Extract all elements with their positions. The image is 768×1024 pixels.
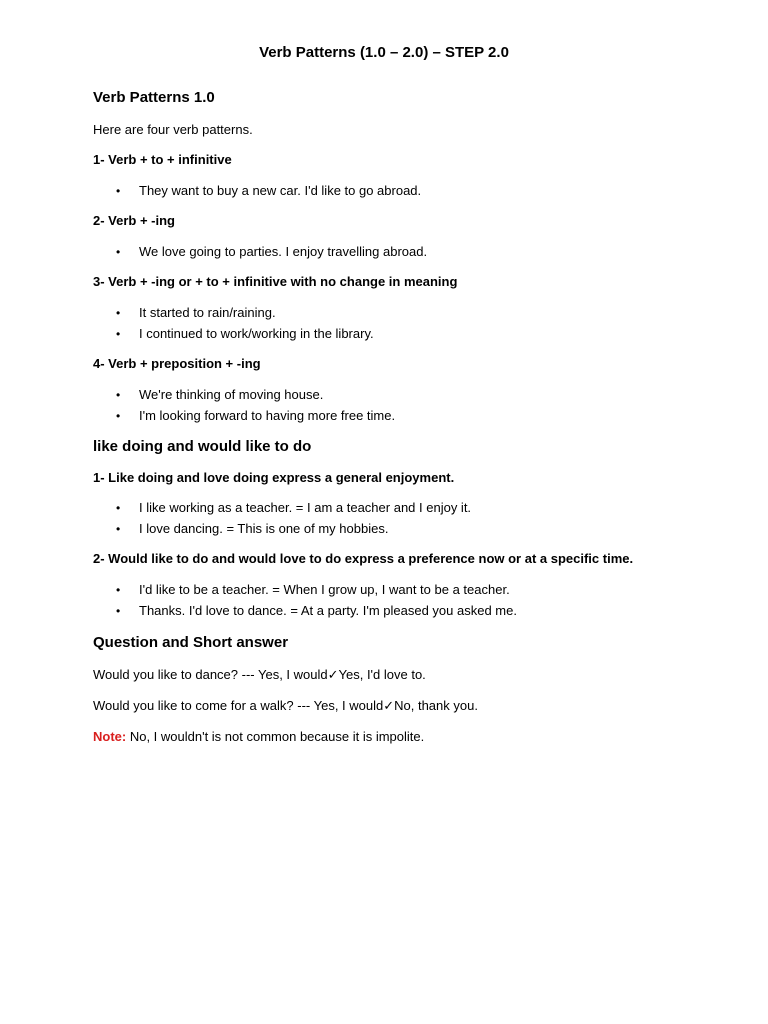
pattern-label: 3- Verb + -ing or + to + infinitive with no change in meaning <box>93 274 458 289</box>
pattern-label: 1- Verb + to + infinitive <box>93 152 232 167</box>
bullet-icon: • <box>116 583 121 597</box>
bullet-icon: • <box>116 501 121 515</box>
bullet-icon: • <box>116 184 121 198</box>
qa-line: Would you like to dance? --- Yes, I would✓Yes, I'd love to. <box>93 667 426 682</box>
pattern-label: 2- Verb + -ing <box>93 213 175 228</box>
section-intro: Here are four verb patterns. <box>93 122 253 137</box>
section-heading-verb-patterns: Verb Patterns 1.0 <box>93 89 215 106</box>
bullet-icon: • <box>116 306 121 320</box>
bullet-icon: • <box>116 327 121 341</box>
example-item: I'd like to be a teacher. = When I grow up, I want to be a teacher. <box>139 582 510 597</box>
section-heading-question-short-answer: Question and Short answer <box>93 634 289 651</box>
example-item: I'm looking forward to having more free time. <box>139 408 396 423</box>
note-label: Note: <box>93 729 127 744</box>
bullet-icon: • <box>116 245 121 259</box>
example-item: I like working as a teacher. = I am a teacher and I enjoy it. <box>139 500 472 515</box>
bullet-icon: • <box>116 409 121 423</box>
point-label: 2- Would like to do and would love to do express a preference now or at a specific time. <box>93 551 634 566</box>
section-heading-like-doing: like doing and would like to do <box>93 438 312 455</box>
example-item: It started to rain/raining. <box>139 305 276 320</box>
example-item: I continued to work/working in the library. <box>139 326 374 341</box>
example-item: I love dancing. = This is one of my hobbies. <box>139 521 389 536</box>
note-text: No, I wouldn't is not common because it is impolite. <box>126 729 425 744</box>
example-item: They want to buy a new car. I'd like to go abroad. <box>139 183 422 198</box>
document-title: Verb Patterns (1.0 – 2.0) – STEP 2.0 <box>259 44 509 61</box>
example-item: Thanks. I'd love to dance. = At a party. I'm pleased you asked me. <box>139 603 517 618</box>
pattern-label: 4- Verb + preposition + -ing <box>93 356 261 371</box>
bullet-icon: • <box>116 388 121 402</box>
bullet-icon: • <box>116 522 121 536</box>
note-paragraph <box>93 729 424 744</box>
bullet-icon: • <box>116 604 121 618</box>
point-label: 1- Like doing and love doing express a general enjoyment. <box>93 470 455 485</box>
example-item: We love going to parties. I enjoy travelling abroad. <box>139 244 428 259</box>
example-item: We're thinking of moving house. <box>139 387 324 402</box>
qa-line: Would you like to come for a walk? --- Yes, I would✓No, thank you. <box>93 698 478 713</box>
